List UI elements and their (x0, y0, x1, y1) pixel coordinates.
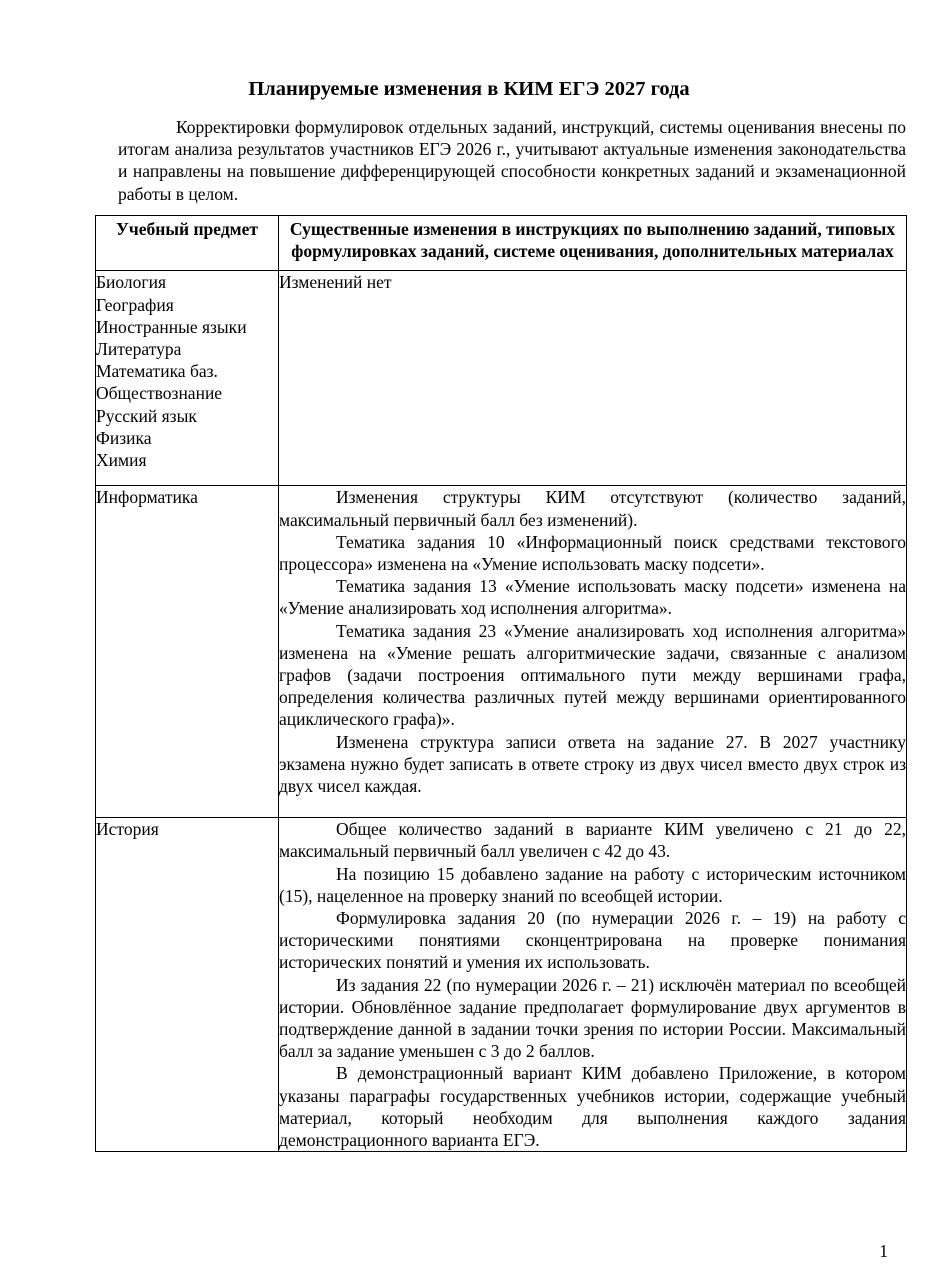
subject-social-studies: Обществознание (96, 383, 223, 404)
table-row-no-changes (96, 271, 907, 486)
changes-table (95, 215, 907, 1152)
change-paragraph: В демонстрационный вариант КИМ добавлено Приложение, в котором указаны параграфы государственных учебников истории, содержащие учебный материал, который необходим для выполнения каждого задания демонстрационного варианта ЕГЭ. (279, 1063, 906, 1151)
subject-foreign-languages: Иностранные языки (96, 316, 247, 337)
header-changes: Существенные изменения в инструкциях по выполнению заданий, типовых формулировках заданий, системе оценивания, дополнительных материалах (279, 216, 907, 271)
no-changes-text: Изменений нет (279, 272, 392, 293)
change-paragraph: Из задания 22 (по нумерации 2026 г. – 21) исключён материал по всеобщей истории. Обновлённое задание предполагает формулирование двух аргументов в подтверждение данной в задании точки зрения по истории России. Максимальный балл за задание уменьшен с 3 до 2 баллов. (279, 974, 906, 1062)
change-paragraph: Тематика задания 10 «Информационный поиск средствами текстового процессора» изменена на «Умение использовать маску подсети». (279, 531, 906, 575)
table-row-informatics (96, 486, 907, 818)
subject-geography: География (96, 294, 174, 315)
page-title: Планируемые изменения в КИМ ЕГЭ 2027 года (248, 78, 690, 100)
table-header-row (96, 216, 907, 271)
changes-cell (279, 486, 907, 818)
subject-history: История (96, 818, 279, 1152)
subject-list-cell (96, 271, 279, 486)
header-subject: Учебный предмет (96, 216, 279, 271)
subject-math-basic: Математика баз. (96, 361, 218, 382)
change-paragraph: Общее количество заданий в варианте КИМ увеличено с 21 до 22, максимальный первичный балл увеличен с 42 до 43. (279, 819, 906, 862)
subject-russian: Русский язык (96, 405, 197, 426)
subject-chemistry: Химия (96, 450, 147, 471)
changes-cell (279, 818, 907, 1152)
change-paragraph: Изменена структура записи ответа на задание 27. В 2027 участнику экзамена нужно будет записать в ответе строку из двух чисел вместо двух строк из двух чисел каждая. (279, 731, 906, 797)
change-paragraph: Тематика задания 23 «Умение анализировать ход исполнения алгоритма» изменена на «Умение решать алгоритмические задачи, связанные с анализом графов (задачи построения оптимального пути между вершинами графа, определения количества различных путей между вершинами ориентированного ациклического графа)». (279, 620, 906, 730)
intro-paragraph: Корректировки формулировок отдельных заданий, инструкций, системы оценивания внесены по итогам анализа результатов участников ЕГЭ 2026 г., учитывают актуальные изменения законодательства и направлены на повышение дифференцирующей способности конкретных заданий и экзаменационной работы в целом. (118, 117, 906, 204)
page-number: 1 (879, 1241, 888, 1261)
subject-biology: Биология (96, 272, 167, 293)
change-paragraph: На позицию 15 добавлено задание на работу с историческим источником (15), нацеленное на проверку знаний по всеобщей истории. (279, 863, 906, 906)
subject-physics: Физика (96, 427, 152, 448)
subject-informatics: Информатика (96, 486, 279, 818)
subject-literature: Литература (96, 339, 182, 360)
change-paragraph: Изменения структуры КИМ отсутствуют (количество заданий, максимальный первичный балл без изменений). (279, 487, 906, 530)
table-row-history (96, 818, 907, 1152)
change-paragraph: Тематика задания 13 «Умение использовать маску подсети» изменена на «Умение анализировать ход исполнения алгоритма». (279, 576, 906, 619)
change-paragraph: Формулировка задания 20 (по нумерации 2026 г. – 19) на работу с историческими понятиями сконцентрирована на проверке понимания исторических понятий и умения их использовать. (279, 908, 906, 973)
changes-cell (279, 271, 907, 486)
